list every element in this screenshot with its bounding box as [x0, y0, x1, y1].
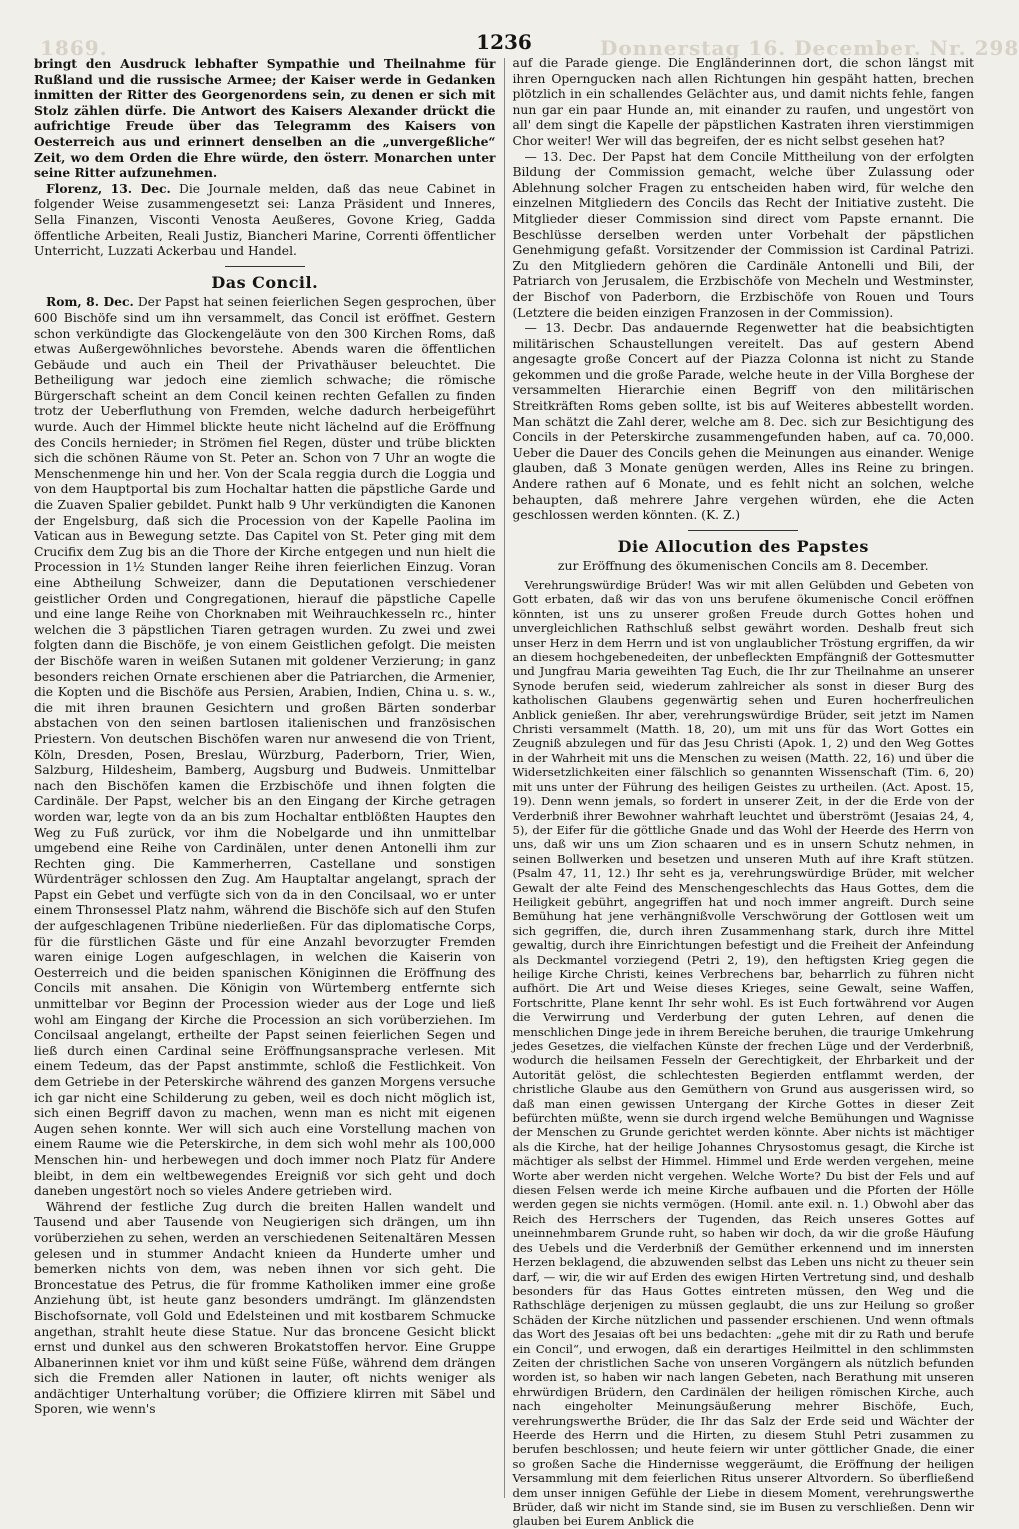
rome-dateline: Rom, 8. Dec.	[46, 294, 134, 310]
section-title-concil: Das Concil.	[211, 272, 319, 292]
florence-report	[34, 181, 496, 260]
continuation-paragraph: auf die Parade gienge. Die Engländerinnen dort, die schon längst mit ihren Operngucken nach allen Richtungen hin gespäht hatten, brechen plötzlich in ein schallendes Gelächter aus, und damit nichts fehle, fangen nun gar ein paar Hunde an, mit einander zu raufen, und ungestört von all' dem singt die Kapelle der päpstlichen Kastraten ihren vierstimmigen Chor weiter! Wer will das begreifen, der es nicht selbst gesehen hat?	[512, 56, 974, 148]
allocution-title: Die Allocution des Papstes	[617, 536, 869, 556]
weather-text: Das andauernde Regenwetter hat die beabsichtigten militärischen Schaustellungen vereitelt. Das auf gestern Abend angesagte große Concert auf der Piazza Colonna ist nicht zu Stande gekommen und die große Parade, welche heute in der Villa Borghese der versammelten Hierarchie einen Begriff von den militärischen Streitkräften Roms geben sollte, ist bis auf Weiteres abbestellt worden. Man schätzt die Zahl derer, welche am 8. Dec. sich zur Besichtigung des Concils in der Peterskirche zusammengefunden haben, auf ca. 70,000. Ueber die Dauer des Concils gehen die Meinungen aus einander. Wenige glauben, daß 3 Monate genügen werden, Alles ins Reine zu bringen. Andere rathen auf 6 Monate, und es fehlt nicht an solchen, welche behaupten, daß mehrere Jahre vergehen würden, ehe die Acten geschlossen werden könnten.	[512, 321, 974, 523]
right-column	[512, 56, 975, 1529]
rome-report	[34, 294, 496, 1199]
allocution-subtitle: zur Eröffnung des ökumenischen Concils am 8. December.	[557, 558, 929, 574]
florence-text: Die Journale melden, daß das neue Cabinet in folgender Weise zusammengesetzt sei: Lanza Präsident und Inneres, Sella Finanzen, Visconti Venosta Aeußeres, Govone Krieg, Gadda öffentliche Arbeiten, Reali Justiz, Biancheri Marine, Correnti öffentlicher Unterricht, Luzzati Ackerbau und Handel.	[34, 181, 496, 259]
commission-dateline: — 13. Dec.	[524, 149, 597, 164]
allocution-text: Verehrungswürdige Brüder! Was wir mit allen Gelübden und Gebeten von Gott erbaten, daß wir das von uns berufene ökumenische Concil eröffnen könnten, ist uns zu unserer großen Freude durch Gottes hohen und unvergleichlichen Rathschluß selbst gewährt worden. Deshalb freut sich unser Herz in dem Herrn und ist von unglaublicher Tröstung ergriffen, da wir an diesem hochgebenedeiten, der unbefleckten Empfängniß der Gottesmutter und Jungfrau Maria geweihten Tag Euch, die Ihr zur Theilnahme an unserer Synode berufen seid, wiederum zahlreicher als sonst in dieser Burg des katholischen Glaubens gegenwärtig sehen und Euren hocherfreulichen Anblick genießen. Ihr aber, verehrungswürdige Brüder, seit jetzt im Namen Christi versammelt (Matth. 18, 20), um mit uns für das Wort Gottes ein Zeugniß abzulegen und für das Jesu Christi (Apok. 1, 2) und den Weg Gottes in der Wahrheit mit uns die Menschen zu weisen (Matth. 22, 16) und über die Widersetzlichkeiten einer fälschlich so genannten Wissenschaft (Tim. 6, 20) mit uns unter der Führung des heiligen Geistes zu urtheilen. (Act. Apost. 15, 19). Denn wenn jemals, so fordert in unserer Zeit, in der die Erde von der Verderbniß ihrer Bewohner wahrhaft leuchtet und überströmt (Jesaias 24, 4, 5), der Eifer für die göttliche Gnade und das Wohl der Heerde des Herrn von uns, daß wir uns um Zion schaaren und es in unsern Schutz nehmen, in seinen Bollwerken und besetzen und unseren Muth auf ihre Kraft stützen. (Psalm 47, 11, 12.) Ihr seht es ja, verehrungswürdige Brüder, mit welcher Gewalt der alte Feind des Menschengeschlechts das Haus Gottes, dem die Heiligkeit gebührt, angegriffen hat und noch immer angreift. Durch seine Bemühung hat jene verhängnißvolle Verschwörung der Gottlosen weit um sich gegriffen, die, durch ihren Zusammenhang stark, durch ihre Mittel gewaltig, durch ihre Einrichtungen befestigt und die Freiheit der Anfeindung als Deckmantel vorziegend (Petri 2, 19), den heftigsten Krieg gegen die heilige Kirche Christi, keines Verbrechens bar, beharrlich zu führen nicht aufhört. Die Art und Weise dieses Krieges, seine Gewalt, seine Waffen, Fortschritte, Plane kennt Ihr sehr wohl. Es ist Euch fortwährend vor Augen die Verwirrung und Verderbung der guten Lehren, auf denen die menschlichen Dinge jede in ihrem Bereiche beruhen, die traurige Umkehrung jedes Gesetzes, die vielfachen Künste der frechen Lüge und der Verderbniß, wodurch die heilsamen Fesseln der Gerechtigkeit, der Ehrbarkeit und der Autorität gelöst, die schlechtesten Begierden entflammt werden, der christliche Glaube aus den Gemüthern von Grund aus ausgerissen wird, so daß man einen gewissen Untergang der Kirche Gottes in dieser Zeit befürchten müßte, wenn sie durch irgend welche Bemühungen und Wagnisse der Menschen zu Grunde gerichtet werden könnte. Aber nichts ist mächtiger als die Kirche, hat der heilige Johannes Chrysostomus gesagt, die Kirche ist mächtiger als selbst der Himmel. Himmel und Erde werden vergehen, meine Worte aber werden nicht vergehen. Welche Worte? Du bist der Fels und auf diesen Felsen werde ich meine Kirche aufbauen und die Pforten der Hölle werden gegen sie nichts vermögen. (Homil. ante exil. n. 1.) Obwohl aber das Reich des Herrschers der Tugenden, das Reich unseres Gottes auf uneinnehmbarem Grunde ruht, so haben wir doch, da wir die große Häufung des Uebels und die Verderbniß der Gemüther erkennend und im innersten Herzen beklagend, die abzuwenden selbst das Leben uns nicht zu theuer sein darf, — wir, die wir auf Erden des ewigen Hirten Vertretung sind, und deshalb besonders für das Haus Gottes eintreten müssen, den Weg und die Rathschläge derjenigen zu müssen geglaubt, die uns zur Heilung so großer Schäden der Kirche nützlichen und passender erschienen. Und wenn oftmals das Wort des Jesaias oft bei uns bedachten: „gehe mit dir zu Rath und berufe ein Concil“, und erwogen, daß ein derartiges Heilmittel in den schlimmsten Zeiten der christlichen Sache von unseren Vorgängern als nützlich befunden worden ist, so haben wir nach langen Gebeten, nach Berathung mit unseren ehrwürdigen Brüdern, den Cardinälen der heiligen römischen Kirche, auch nach eingeholter Meinungsäußerung mehrer Bischöfe, Euch, verehrungswerthe Brüder, die Ihr das Salz der Erde seid und Wächter der Heerde des Herrn und die Hirten, zu diesem Stuhl Petri zusammen zu berufen beschlossen; und heute feiern wir unter göttlicher Gnade, die einer so großen Sache die Hindernisse weggeräumt, die Eröffnung der heiligen Versammlung mit dem feierlichen Ritus unserer Altvordern. So überfließend dem unser innigen Gefühle der Liebe in diesem Moment, verehrungswerthe Brüder, daß wir nicht im Stande sind, sie im Busen zu verschließen. Denn wir glauben bei Eurem Anblick die	[512, 578, 974, 1529]
rome-text: Der Papst hat seinen feierlichen Segen gesprochen, über 600 Bischöfe sind um ihn versammelt, das Concil ist eröffnet. Gestern schon verkündigte das Glockengeläute von den 300 Kirchen Roms, daß etwas Außergewöhnliches bevorstehe. Abends waren die öffentlichen Gebäude und auch ein Theil der Privathäuser beleuchtet. Die Betheiligung war jedoch eine ziemlich schwache; die römische Bürgerschaft scheint an dem Concil keinen rechten Gefallen zu finden trotz der Ueberfluthung von Fremden, welche dadurch herbeigeführt wurde. Auch der Himmel blickte heute nicht lächelnd auf die Eröffnung des Concils hernieder; in Strömen fiel Regen, düster und trübe blickten sich die schönen Räume von St. Peter an. Schon von 7 Uhr an wogte die Menschenmenge hin und her. Von der Scala reggia durch die Loggia und von dem Hauptportal bis zum Hochaltar hatten die päpstliche Garde und die Zuaven Spalier gebildet. Punkt halb 9 Uhr verkündigten die Kanonen der Engelsburg, daß sich die Procession von der Kapelle Paolina im Vatican aus in Bewegung setzte. Das Capitel von St. Peter ging mit dem Crucifix dem Zug bis an die Thore der Kirche entgegen und nun hielt die Procession in 1½ Stunden langer Reihe ihren feierlichen Einzug. Voran eine Abtheilung Schweizer, dann die Deputationen verschiedener geistlicher Orden und Congregationen, hierauf die päpstliche Capelle und eine lange Reihe von Chorknaben mit Weihrauchkesseln rc., hinter welchen die 3 päpstlichen Tiaren getragen wurden. Zu zwei und zwei folgten dann die Bischöfe, je von einem Geistlichen gefolgt. Die meisten der Bischöfe waren in weißen Sutanen mit goldener Verzierung; in ganz besonders reichen Ornate erschienen aber die Patriarchen, die Armenier, die Kopten und die Bischöfe aus Persien, Arabien, Indien, China u. s. w., die mit ihren braunen Gesichtern und großen Bärten sonderbar abstachen von den seinen bartlosen italienischen und französischen Priestern. Von deutschen Bischöfen waren nur anwesend die von Trient, Köln, Dresden, Posen, Breslau, Würzburg, Paderborn, Trier, Wien, Salzburg, Hildesheim, Bamberg, Augsburg und Budweis. Unmittelbar nach den Bischöfen kamen die Erzbischöfe und ihnen folgten die Cardinäle. Der Papst, welcher bis an den Eingang der Kirche getragen worden war, legte von da an bis zum Hochaltar entblößten Hauptes den Weg zu Fuß zurück, vor ihm die Nobelgarde und ihn unmittelbar umgebend eine Reihe von Cardinälen, unter denen Antonelli ihm zur Rechten ging. Die Kammerherren, Castellane und sonstigen Würdenträger schlossen den Zug. Am Hauptaltar angelangt, sprach der Papst ein Gebet und verfügte sich von da in den Concilsaal, wo er unter einem Thronsessel Platz nahm, während die Bischöfe sich auf den Stufen der aufgeschlagenen Tribüne niederließen. Für das diplomatische Corps, für die fürstlichen Gäste und für eine Anzahl bevorzugter Fremden waren einige Logen aufgeschlagen, in welchen die Kaiserin von Oesterreich und die beiden spanischen Königinnen die Eröffnung des Concils mit ansahen. Die Königin von Würtemberg entfernte sich unmittelbar vor Beginn der Procession wieder aus der Loge und ließ wohl am Eingang der Kirche die Procession an sich vorüberziehen. Im Concilsaal angelangt, ertheilte der Papst seinen feierlichen Segen und ließ durch einen Cardinal seine Eröffnungsansprache verlesen. Mit einem Tedeum, das der Papst anstimmte, schloß die Festlichkeit. Von dem Getriebe in der Peterskirche während des ganzen Morgens versuche ich gar nicht eine Schilderung zu geben, weil es doch nicht möglich ist, sich einen Begriff davon zu machen, wenn man es nicht mit eigenen Augen sehen konnte. Wer will sich auch eine Vorstellung machen von einem Raume wie die Peterskirche, in dem sich wohl mehr als 100,000 Menschen hin- und herbewegen und doch immer noch Platz für Andere bleibt, in dem ein weltbewegendes Ereigniß vor sich geht und doch daneben ungestört noch so vieles Andere getrieben wird.	[34, 295, 496, 1199]
page-number: 1236	[476, 30, 532, 54]
section-divider	[225, 266, 305, 267]
bleed-through-text-left: 1869.	[40, 36, 108, 60]
columns	[34, 56, 974, 1529]
florence-dateline: Florenz, 13. Dec.	[46, 180, 171, 196]
procession-paragraph: Während der festliche Zug durch die breiten Hallen wandelt und Tausend und aber Tausende von Neugierigen sich drängen, um ihn vorüberziehen zu sehen, werden an verschiedenen Seitenaltären Messen gelesen und in stummer Andacht knieen da Hunderte umher und bemerken nichts von dem, was neben ihnen vor sich geht. Die Broncestatue des Petrus, die für fromme Katholiken immer eine große Anziehung übt, ist heute ganz besonders umdrängt. Im glänzendsten Bischofsornate, voll Gold und Edelsteinen und mit kostbarem Schmucke angethan, strahlt heute diese Statue. Nur das broncene Gesicht blickt ernst und dunkel aus den schweren Brokatstoffen hervor. Eine Gruppe Albanerinnen kniet vor ihm und küßt seine Füße, während dem drängen sich die Fremden aller Nationen in lauter, oft nichts weniger als andächtiger Unterhaltung vorüber; die Offiziere klirren mit Säbel und Sporen, wie wenn's	[34, 1199, 496, 1417]
weather-report	[513, 321, 975, 524]
commission-report	[513, 150, 975, 322]
section-divider-right	[688, 530, 798, 531]
russia-paragraph: bringt den Ausdruck lebhafter Sympathie und Theilnahme für Rußland und die russische Armee; der Kaiser werde in Gedanken inmitten der Ritter des Georgenordens sein, zu denen er sich mit Stolz zählen dürfe. Die Antwort des Kaisers Alexander drückt die aufrichtige Freude über das Telegramm des Kaisers von Oesterreich aus und erinnert denselben an die „unvergeßliche“ Zeit, wo dem Orden die Ehre würde, den österr. Monarchen unter seine Ritter aufzunehmen.	[34, 56, 496, 181]
commission-text: Der Papst hat dem Concile Mittheilung von der erfolgten Bildung der Commission gemacht, welche über Zulassung oder Ablehnung solcher Fragen zu entscheiden haben wird, für welche den einzelnen Mitgliedern des Concils das Recht der Initiative zusteht. Die Mitglieder dieser Commission sind direct vom Papste ernannt. Die Beschlüsse derselben werden unter Vorbehalt der päpstlichen Genehmigung gefaßt. Vorsitzender der Commission ist Cardinal Patrizi. Zu den Mitgliedern gehören die Cardinäle Antonelli und Bili, der Patriarch von Jerusalem, die Erzbischöfe von Mecheln und Westminster, der Bischof von Paderborn, die Erzbischöfe von Rouen und Tours (Letztere die beiden einzigen Franzosen in der Commission).	[512, 149, 974, 320]
bleed-through-text-right: Donnerstag 16. December. Nr. 298	[600, 36, 1019, 60]
column-divider	[504, 58, 505, 1498]
source-signature: (K. Z.)	[701, 508, 740, 523]
left-column	[34, 56, 496, 1506]
weather-dateline: — 13. Decbr.	[524, 321, 614, 336]
